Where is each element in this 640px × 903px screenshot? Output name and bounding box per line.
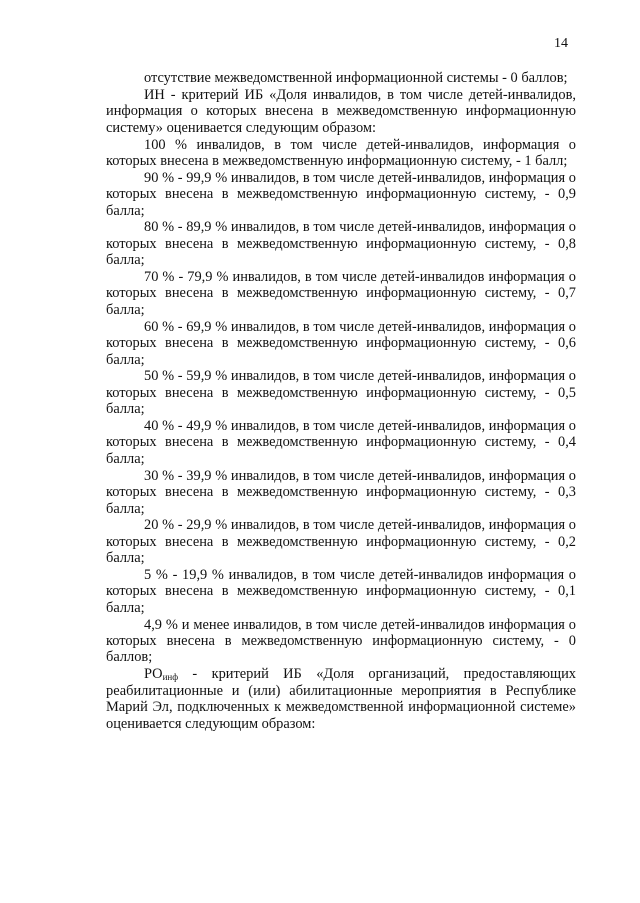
ro-subscript: инф	[162, 672, 179, 683]
paragraph-ro-criterion	[106, 666, 576, 732]
page-number: 14	[554, 36, 568, 51]
ro-term: РО	[144, 666, 163, 683]
document-body	[106, 70, 576, 732]
paragraph: 60 % - 69,9 % инвалидов, в том числе детей-инвалидов, информация о которых внесена в межведомственную информационную систему, - 0,6 балла;	[106, 318, 576, 368]
paragraph: 50 % - 59,9 % инвалидов, в том числе детей-инвалидов, информация о которых внесена в межведомственную информационную систему, - 0,5 балла;	[106, 368, 576, 418]
paragraph: 40 % - 49,9 % инвалидов, в том числе детей-инвалидов, информация о которых внесена в межведомственную информационную систему, - 0,4 балла;	[106, 418, 576, 467]
paragraph: 70 % - 79,9 % инвалидов, в том числе детей-инвалидов информация о которых внесена в межведомственную информационную систему, - 0,7 балла;	[106, 269, 576, 318]
paragraph: 30 % - 39,9 % инвалидов, в том числе детей-инвалидов, информация о которых внесена в межведомственную информационную систему, - 0,3 балла;	[106, 467, 576, 517]
paragraph: 5 % - 19,9 % инвалидов, в том числе детей-инвалидов информация о которых внесена в межведомственную информационную систему, - 0,1 балла;	[106, 567, 576, 616]
ro-text: - критерий ИБ «Доля организаций, предоставляющих реабилитационные и (или) абилитационные мероприятия в Республике Марий Эл, подключенных к межведомственной информационной системе» оценивается следующим образом:	[106, 666, 576, 732]
paragraph: 100 % инвалидов, в том числе детей-инвалидов, информация о которых внесена в межведомственную информационную систему, - 1 балл;	[106, 136, 576, 169]
paragraph: 80 % - 89,9 % инвалидов, в том числе детей-инвалидов, информация о которых внесена в межведомственную информационную систему, - 0,8 балла;	[106, 219, 576, 269]
paragraph: 20 % - 29,9 % инвалидов, в том числе детей-инвалидов, информация о которых внесена в межведомственную информационную систему, - 0,2 балла;	[106, 517, 576, 567]
paragraph: 4,9 % и менее инвалидов, в том числе детей-инвалидов информация о которых внесена в межведомственную информационную систему, - 0 баллов;	[106, 616, 576, 666]
paragraph: отсутствие межведомственной информационной системы - 0 баллов;	[144, 70, 568, 86]
paragraph: ИН - критерий ИБ «Доля инвалидов, в том числе детей-инвалидов, информация о которых внесена в межведомственную информационную систему» оценивается следующим образом:	[106, 86, 576, 136]
paragraph: 90 % - 99,9 % инвалидов, в том числе детей-инвалидов, информация о которых внесена в межведомственную информационную систему, - 0,9 балла;	[106, 169, 576, 219]
